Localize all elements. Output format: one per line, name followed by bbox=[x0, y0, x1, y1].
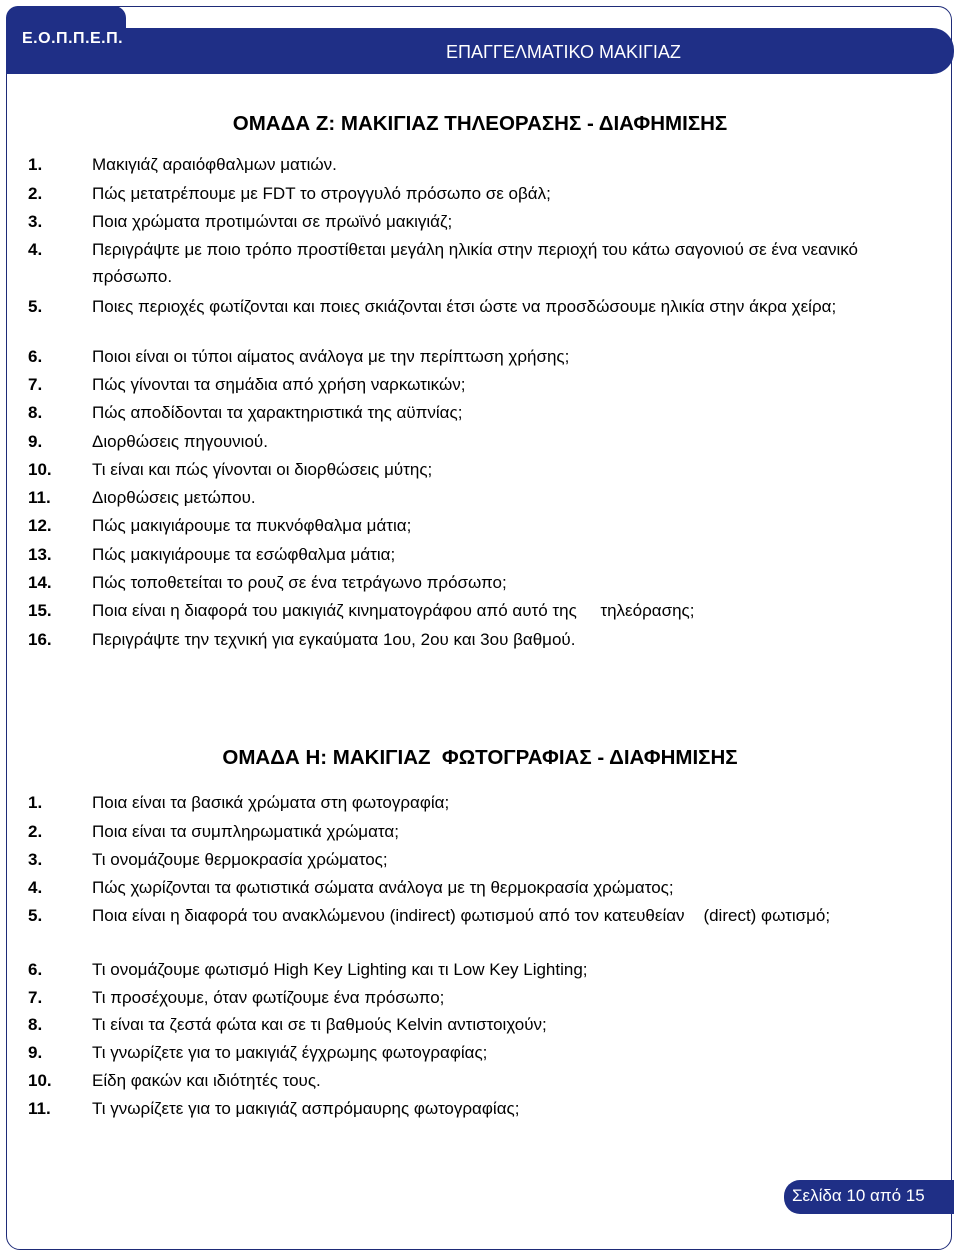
question-text: Μακιγιάζ αραιόφθαλμων ματιών. bbox=[92, 155, 337, 174]
question-text: Τι προσέχουμε, όταν φωτίζουμε ένα πρόσωπο; bbox=[92, 988, 445, 1007]
question-text: Ποια είναι τα βασικά χρώματα στη φωτογραφία; bbox=[92, 793, 450, 812]
question-number: 1. bbox=[28, 155, 43, 174]
question-number: 2. bbox=[28, 184, 43, 203]
question-text: Πώς μακιγιάρουμε τα εσώφθαλμα μάτια; bbox=[92, 545, 396, 564]
section-title-h: ΟΜΑΔΑ Η: ΜΑΚΙΓΙΑΖ ΦΩΤΟΓΡΑΦΙΑΣ - ΔΙΑΦΗΜΙΣΗΣ bbox=[222, 746, 738, 769]
question-text: Τι γνωρίζετε για το μακιγιάζ έγχρωμης φωτογραφίας; bbox=[92, 1043, 488, 1062]
question-number: 6. bbox=[28, 960, 43, 979]
question-number: 1. bbox=[28, 793, 43, 812]
question-text: Ποιες περιοχές φωτίζονται και ποιες σκιάζονται έτσι ώστε να προσδώσουμε ηλικία στην άκρα χείρα; bbox=[92, 297, 837, 316]
question-text: Πώς γίνονται τα σημάδια από χρήση ναρκωτικών; bbox=[92, 375, 466, 394]
question-number: 10. bbox=[28, 460, 52, 479]
question-text: Ποια είναι η διαφορά του μακιγιάζ κινηματογράφου από αυτό της τηλεόρασης; bbox=[92, 601, 695, 620]
question-text: Διορθώσεις μετώπου. bbox=[92, 488, 256, 507]
question-text: Πώς μετατρέπουμε με FDT το στρογγυλό πρόσωπο σε οβάλ; bbox=[92, 184, 551, 203]
question-number: 11. bbox=[28, 1099, 51, 1118]
question-text: Ποια είναι τα συμπληρωματικά χρώματα; bbox=[92, 822, 399, 841]
question-number: 3. bbox=[28, 850, 43, 869]
question-number: 12. bbox=[28, 516, 52, 535]
question-number: 13. bbox=[28, 545, 52, 564]
question-number: 10. bbox=[28, 1071, 52, 1090]
question-number: 5. bbox=[28, 906, 43, 925]
question-text: Τι ονομάζουμε θερμοκρασία χρώματος; bbox=[92, 850, 388, 869]
question-number: 6. bbox=[28, 347, 43, 366]
question-text: Ποιοι είναι οι τύποι αίματος ανάλογα με την περίπτωση χρήσης; bbox=[92, 347, 570, 366]
question-text: Πώς τοποθετείται το ρουζ σε ένα τετράγωνο πρόσωπο; bbox=[92, 573, 507, 592]
question-text: Πώς χωρίζονται τα φωτιστικά σώματα ανάλογα με τη θερμοκρασία χρώματος; bbox=[92, 878, 674, 897]
question-text: Είδη φακών και ιδιότητές τους. bbox=[92, 1071, 321, 1090]
question-number: 8. bbox=[28, 403, 43, 422]
question-text: Ποια είναι η διαφορά του ανακλώμενου (indirect) φωτισμού από τον κατευθείαν (direct) φωτισμό; bbox=[92, 906, 831, 925]
question-text: Περιγράψτε την τεχνική για εγκαύματα 1ου, 2ου και 3ου βαθμού. bbox=[92, 630, 576, 649]
document-title: ΕΠΑΓΓΕΛΜΑΤΙΚΟ ΜΑΚΙΓΙΑΖ bbox=[446, 42, 681, 62]
question-number: 11. bbox=[28, 488, 51, 507]
question-text: Τι είναι και πώς γίνονται οι διορθώσεις μύτης; bbox=[92, 460, 433, 479]
question-number: 15. bbox=[28, 601, 52, 620]
question-number: 7. bbox=[28, 988, 43, 1007]
question-number: 16. bbox=[28, 630, 52, 649]
question-text: Διορθώσεις πηγουνιού. bbox=[92, 432, 268, 451]
question-number: 4. bbox=[28, 240, 43, 259]
question-text: Περιγράψτε με ποιο τρόπο προστίθεται μεγάλη ηλικία στην περιοχή του κάτω σαγονιού σε ένα νεανικό πρόσωπο. bbox=[92, 240, 863, 286]
question-number: 3. bbox=[28, 212, 43, 231]
question-text: Πώς μακιγιάρουμε τα πυκνόφθαλμα μάτια; bbox=[92, 516, 412, 535]
organization-name: Ε.Ο.Π.Π.Ε.Π. bbox=[22, 30, 124, 47]
question-text: Τι γνωρίζετε για το μακιγιάζ ασπρόμαυρης φωτογραφίας; bbox=[92, 1099, 520, 1118]
question-number: 2. bbox=[28, 822, 43, 841]
question-number: 9. bbox=[28, 1043, 43, 1062]
question-number: 5. bbox=[28, 297, 43, 316]
question-number: 8. bbox=[28, 1015, 43, 1034]
question-number: 7. bbox=[28, 375, 43, 394]
page-number: Σελίδα 10 από 15 bbox=[792, 1186, 925, 1205]
question-number: 14. bbox=[28, 573, 52, 592]
question-text: Τι είναι τα ζεστά φώτα και σε τι βαθμούς Kelvin αντιστοιχούν; bbox=[92, 1015, 547, 1034]
question-number: 4. bbox=[28, 878, 43, 897]
question-text: Τι ονομάζουμε φωτισμό High Key Lighting και τι Low Key Lighting; bbox=[92, 960, 588, 979]
section-title-z: ΟΜΑΔΑ Ζ: ΜΑΚΙΓΙΑΖ ΤΗΛΕΟΡΑΣΗΣ - ΔΙΑΦΗΜΙΣΗΣ bbox=[232, 112, 728, 135]
question-text: Ποια χρώματα προτιμώνται σε πρωϊνό μακιγιάζ; bbox=[92, 212, 453, 231]
question-text: Πώς αποδίδονται τα χαρακτηριστικά της αϋπνίας; bbox=[92, 403, 463, 422]
question-number: 9. bbox=[28, 432, 43, 451]
